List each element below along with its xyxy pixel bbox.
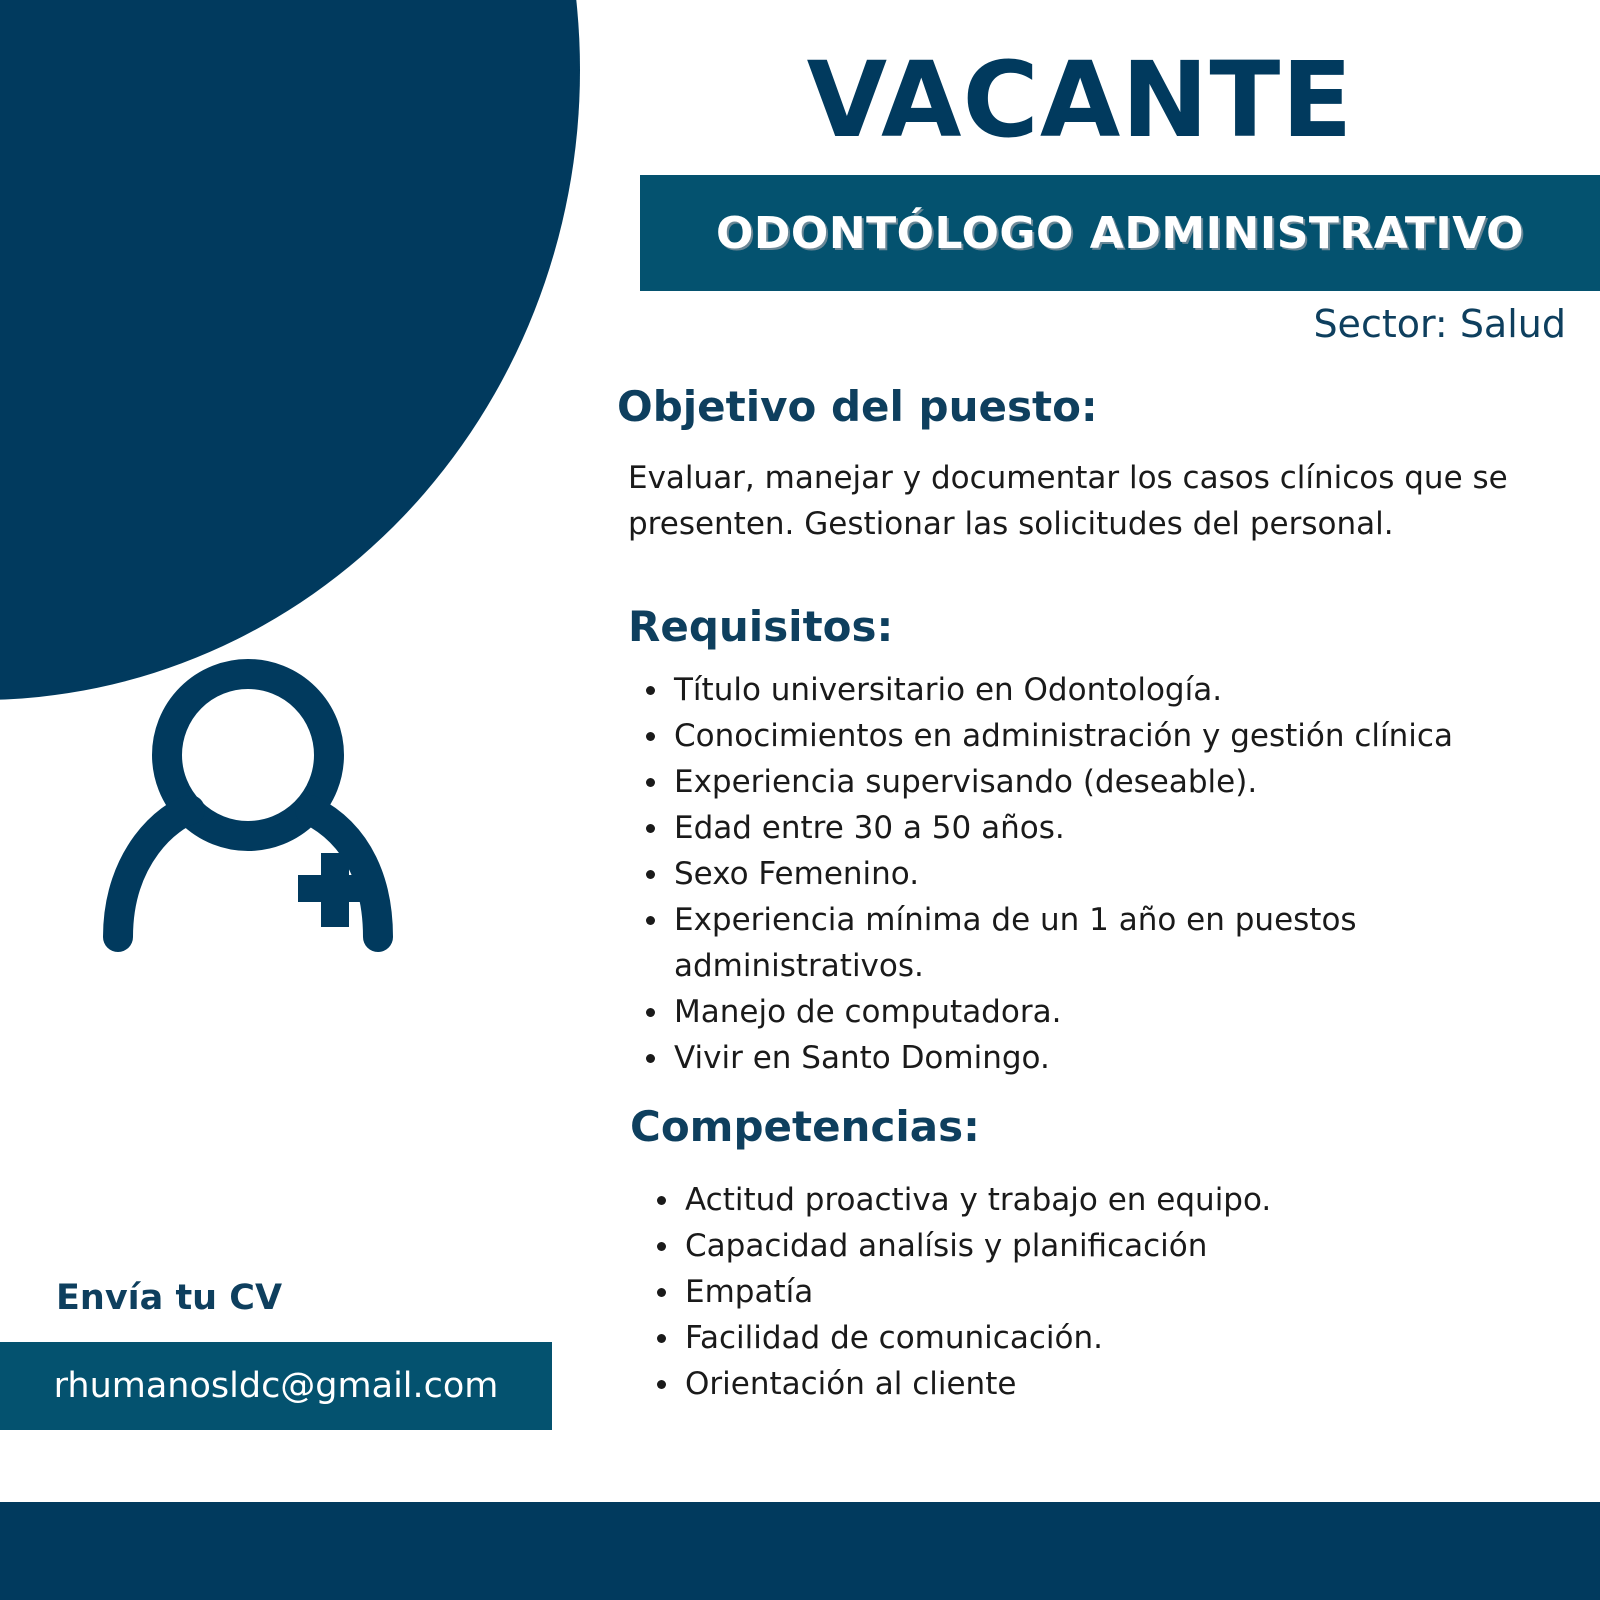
position-banner — [640, 175, 1600, 291]
decorative-circle — [0, 0, 580, 700]
competencies-heading: Competencias: — [630, 1102, 980, 1151]
list-item: Capacidad analísis y planificación — [685, 1223, 1585, 1269]
list-item: Actitud proactiva y trabajo en equipo. — [685, 1177, 1585, 1223]
competencies-list — [637, 1177, 1585, 1407]
doctor-user-icon — [100, 655, 400, 955]
list-item: Experiencia mínima de un 1 año en puestos administrativos. — [674, 897, 1434, 989]
list-item: Conocimientos en administración y gestión clínica — [674, 713, 1574, 759]
list-item: Sexo Femenino. — [674, 851, 1574, 897]
objective-heading: Objetivo del puesto: — [617, 382, 1098, 431]
page-title: VACANTE — [806, 39, 1354, 161]
list-item: Experiencia supervisando (deseable). — [674, 759, 1574, 805]
sector-label: Sector: Salud — [1313, 302, 1566, 346]
list-item: Vivir en Santo Domingo. — [674, 1035, 1574, 1081]
list-item: Manejo de computadora. — [674, 989, 1574, 1035]
email-box[interactable] — [0, 1342, 552, 1430]
list-item: Título universitario en Odontología. — [674, 667, 1574, 713]
list-item: Empatía — [685, 1269, 1585, 1315]
list-item: Orientación al cliente — [685, 1361, 1585, 1407]
list-item: Facilidad de comunicación. — [685, 1315, 1585, 1361]
objective-text: Evaluar, manejar y documentar los casos clínicos que se presenten. Gestionar las solicitudes del personal. — [628, 460, 1508, 542]
email-link[interactable]: rhumanosldc@gmail.com — [53, 1366, 499, 1406]
send-cv-label: Envía tu CV — [56, 1278, 283, 1318]
position-title: ODONTÓLOGO ADMINISTRATIVO — [715, 207, 1524, 259]
list-item: Edad entre 30 a 50 años. — [674, 805, 1574, 851]
footer-bar — [0, 1502, 1600, 1600]
requirements-list — [626, 667, 1574, 1081]
requirements-heading: Requisitos: — [628, 602, 894, 651]
